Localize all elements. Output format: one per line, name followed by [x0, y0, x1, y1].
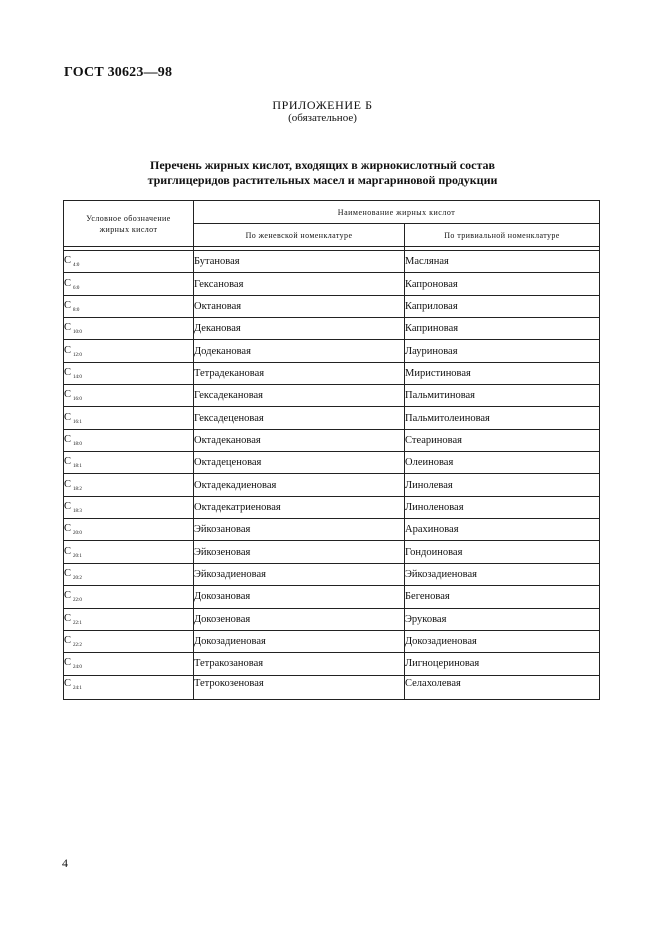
acid-code-letter: C — [64, 567, 72, 579]
geneva-name-cell: Эйкозановая — [194, 519, 405, 541]
acid-code-cell — [64, 496, 194, 518]
table-row — [64, 385, 600, 407]
trivial-name-cell: Капроновая — [405, 273, 600, 295]
acid-code-letter: C — [64, 500, 72, 512]
geneva-name-cell: Декановая — [194, 318, 405, 340]
acid-code-cell — [64, 675, 194, 699]
trivial-name-cell: Олеиновая — [405, 452, 600, 474]
table-body — [64, 251, 600, 700]
acid-code-subscript: 8:0 — [73, 307, 80, 313]
trivial-name-cell: Каприновая — [405, 318, 600, 340]
acid-code-subscript: 18:3 — [73, 508, 82, 514]
acid-code-letter: C — [64, 657, 72, 669]
table-row — [64, 630, 600, 652]
acid-code-letter: C — [64, 299, 72, 311]
trivial-name-cell: Селахолевая — [405, 675, 600, 699]
table-row — [64, 340, 600, 362]
acid-code-subscript: 24:1 — [73, 685, 82, 691]
acid-code-subscript: 24:0 — [73, 665, 82, 671]
acid-code-letter: C — [64, 366, 72, 378]
geneva-name-cell: Тетрадекановая — [194, 362, 405, 384]
acid-code-subscript: 22:0 — [73, 598, 82, 604]
table-heading-line1: Перечень жирных кислот, входящих в жирнокислотный состав — [150, 158, 495, 172]
acid-code-subscript: 22:1 — [73, 620, 82, 626]
acid-code-cell — [64, 295, 194, 317]
acid-code-subscript: 14:0 — [73, 374, 82, 380]
col-code-header-line2: жирных кислот — [99, 224, 158, 234]
table-row — [64, 452, 600, 474]
table-row — [64, 586, 600, 608]
fatty-acids-table — [63, 200, 600, 700]
col-geneva-header: По женевской номенклатуре — [194, 224, 405, 247]
acid-code-letter: C — [64, 545, 72, 557]
trivial-name-cell: Арахиновая — [405, 519, 600, 541]
col-name-header: Наименование жирных кислот — [194, 201, 600, 224]
geneva-name-cell: Гексадекановая — [194, 385, 405, 407]
acid-code-letter: C — [64, 322, 72, 334]
table-row — [64, 519, 600, 541]
acid-code-subscript: 20:2 — [73, 575, 82, 581]
acid-code-subscript: 18:0 — [73, 441, 82, 447]
acid-code-cell — [64, 474, 194, 496]
geneva-name-cell: Додекановая — [194, 340, 405, 362]
acid-code-subscript: 18:2 — [73, 486, 82, 492]
geneva-name-cell: Октадекановая — [194, 429, 405, 451]
acid-code-subscript: 16:0 — [73, 397, 82, 403]
acid-code-letter: C — [64, 277, 72, 289]
table-row — [64, 563, 600, 585]
table-heading — [0, 158, 645, 188]
acid-code-letter: C — [64, 389, 72, 401]
col-code-header-line1: Условное обозначение — [86, 213, 171, 223]
trivial-name-cell: Бегеновая — [405, 586, 600, 608]
acid-code-letter: C — [64, 635, 72, 647]
standard-designation: ГОСТ 30623—98 — [64, 65, 173, 80]
acid-code-subscript: 18:1 — [73, 464, 82, 470]
trivial-name-cell: Линолевая — [405, 474, 600, 496]
acid-code-letter: C — [64, 411, 72, 423]
table-row — [64, 362, 600, 384]
trivial-name-cell: Стеариновая — [405, 429, 600, 451]
geneva-name-cell: Докозадиеновая — [194, 630, 405, 652]
acid-code-subscript: 10:0 — [73, 330, 82, 336]
acid-code-cell — [64, 385, 194, 407]
acid-code-cell — [64, 563, 194, 585]
geneva-name-cell: Октадеценовая — [194, 452, 405, 474]
acid-code-letter: C — [64, 523, 72, 535]
acid-code-letter: C — [64, 433, 72, 445]
table-row — [64, 541, 600, 563]
acid-code-subscript: 20:0 — [73, 531, 82, 537]
geneva-name-cell: Эйкозеновая — [194, 541, 405, 563]
table-row — [64, 318, 600, 340]
geneva-name-cell: Эйкозадиеновая — [194, 563, 405, 585]
table-row — [64, 251, 600, 273]
geneva-name-cell: Октадекатриеновая — [194, 496, 405, 518]
geneva-name-cell: Октановая — [194, 295, 405, 317]
table-row — [64, 496, 600, 518]
acid-code-cell — [64, 519, 194, 541]
acid-code-letter: C — [64, 456, 72, 468]
page-number: 4 — [62, 856, 68, 870]
acid-code-subscript: 22:2 — [73, 643, 82, 649]
table-row — [64, 429, 600, 451]
acid-code-letter: C — [64, 677, 72, 689]
trivial-name-cell: Гондоиновая — [405, 541, 600, 563]
geneva-name-cell: Гексановая — [194, 273, 405, 295]
acid-code-cell — [64, 273, 194, 295]
trivial-name-cell: Пальмитиновая — [405, 385, 600, 407]
geneva-name-cell: Докозановая — [194, 586, 405, 608]
trivial-name-cell: Лигноцериновая — [405, 653, 600, 675]
table-row — [64, 407, 600, 429]
trivial-name-cell: Пальмитолеиновая — [405, 407, 600, 429]
geneva-name-cell: Гексадеценовая — [194, 407, 405, 429]
acid-code-letter: C — [64, 344, 72, 356]
acid-code-cell — [64, 318, 194, 340]
acid-code-cell — [64, 407, 194, 429]
acid-code-letter: C — [64, 478, 72, 490]
trivial-name-cell: Линоленовая — [405, 496, 600, 518]
acid-code-letter: C — [64, 612, 72, 624]
trivial-name-cell: Лауриновая — [405, 340, 600, 362]
geneva-name-cell: Докозеновая — [194, 608, 405, 630]
table-row — [64, 273, 600, 295]
table-row — [64, 653, 600, 675]
table-row — [64, 675, 600, 699]
acid-code-letter: C — [64, 590, 72, 602]
acid-code-cell — [64, 362, 194, 384]
table-heading-line2: триглицеридов растительных масел и маргариновой продукции — [147, 173, 498, 187]
acid-code-subscript: 20:1 — [73, 553, 82, 559]
acid-code-cell — [64, 340, 194, 362]
acid-code-cell — [64, 429, 194, 451]
trivial-name-cell: Миристиновая — [405, 362, 600, 384]
trivial-name-cell: Докозадиеновая — [405, 630, 600, 652]
col-trivial-header: По тривиальной номенклатуре — [405, 224, 600, 247]
acid-code-cell — [64, 586, 194, 608]
appendix-status: (обязательное) — [288, 112, 357, 124]
geneva-name-cell: Тетракозановая — [194, 653, 405, 675]
table-row — [64, 608, 600, 630]
trivial-name-cell: Эйкозадиеновая — [405, 563, 600, 585]
acid-code-cell — [64, 653, 194, 675]
acid-code-cell — [64, 452, 194, 474]
appendix-block — [0, 99, 645, 125]
acid-code-subscript: 4:0 — [73, 263, 80, 269]
geneva-name-cell: Октадекадиеновая — [194, 474, 405, 496]
trivial-name-cell: Эруковая — [405, 608, 600, 630]
acid-code-subscript: 16:1 — [73, 419, 82, 425]
acid-code-subscript: 6:0 — [73, 285, 80, 291]
trivial-name-cell: Каприловая — [405, 295, 600, 317]
acid-code-cell — [64, 608, 194, 630]
acid-code-cell — [64, 630, 194, 652]
col-code-header — [64, 201, 194, 247]
geneva-name-cell: Тетрокозеновая — [194, 675, 405, 699]
trivial-name-cell: Масляная — [405, 251, 600, 273]
acid-code-subscript: 12:0 — [73, 352, 82, 358]
table-row — [64, 295, 600, 317]
geneva-name-cell: Бутановая — [194, 251, 405, 273]
table-row — [64, 474, 600, 496]
acid-code-cell — [64, 251, 194, 273]
appendix-title: ПРИЛОЖЕНИЕ Б — [272, 98, 373, 112]
acid-code-cell — [64, 541, 194, 563]
acid-code-letter: C — [64, 255, 72, 267]
